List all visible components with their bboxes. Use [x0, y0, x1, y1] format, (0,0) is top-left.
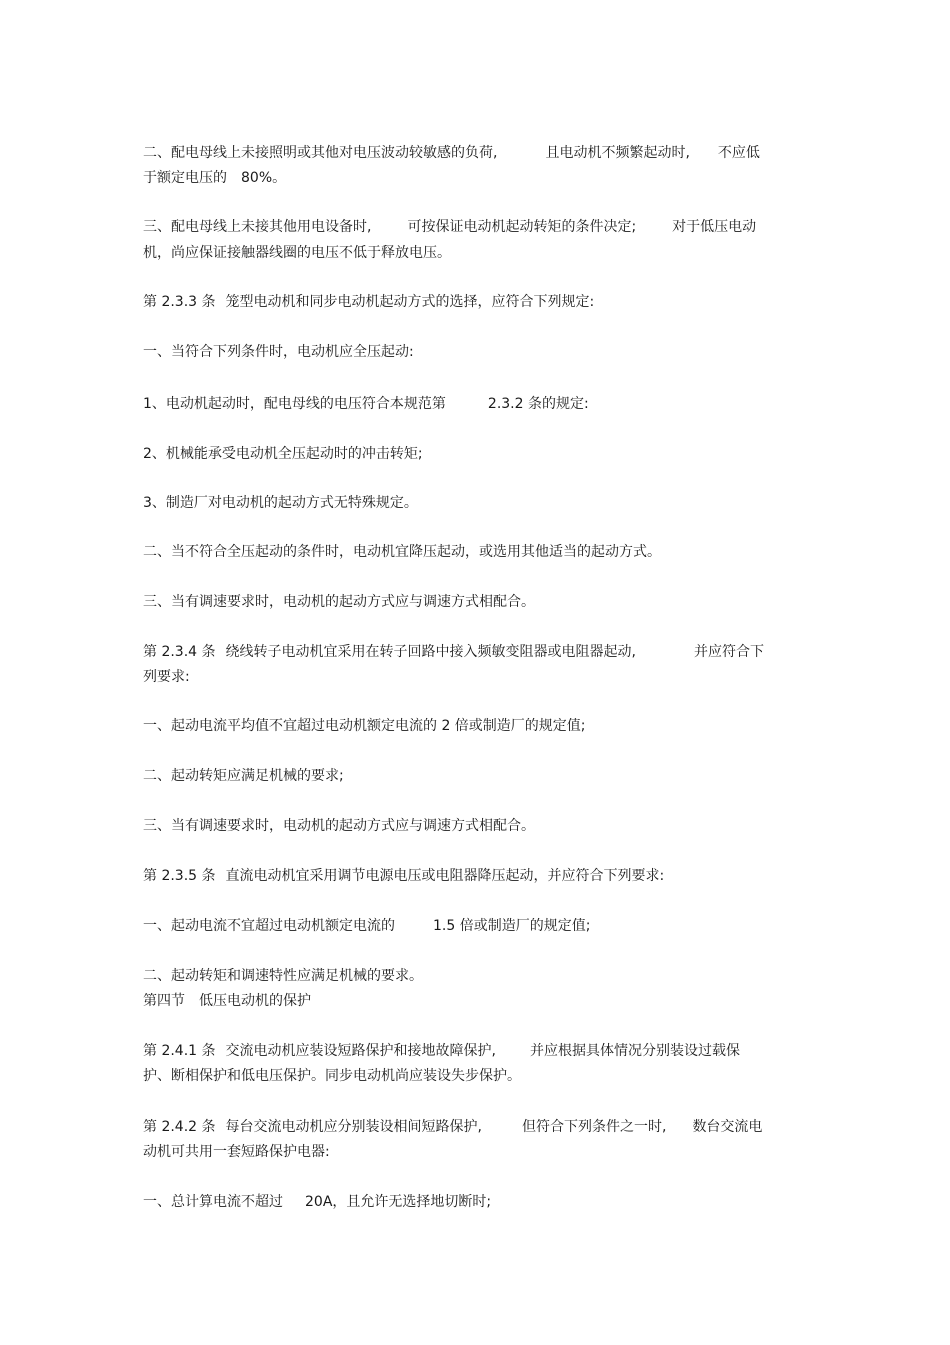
clause-number: 第 2.3.5 条	[143, 868, 216, 884]
clause-heading	[143, 866, 803, 886]
text-segment: 80%。	[241, 170, 287, 186]
section-title: 低压电动机的保护	[199, 993, 311, 1009]
text-segment: 不应低	[717, 145, 760, 161]
text-segment: 列要求:	[143, 669, 190, 685]
paragraph-line	[143, 966, 803, 986]
clause-number: 第 2.4.2 条	[143, 1119, 216, 1135]
text-segment: 动机可共用一套短路保护电器:	[143, 1144, 330, 1160]
text-segment: 绕线转子电动机宜采用在转子回路中接入频敏变阻器或电阻器起动,	[225, 644, 636, 660]
text-segment: 且电动机不频繁起动时,	[545, 145, 690, 161]
text-segment: 并应符合下	[693, 644, 764, 660]
text-segment: 可按保证电动机起动转矩的条件决定;	[407, 219, 637, 235]
text-segment: 2、机械能承受电动机全压起动时的冲击转矩;	[143, 446, 423, 462]
text-segment: 护、断相保护和低电压保护。同步电动机尚应装设失步保护。	[143, 1068, 521, 1084]
paragraph-line	[143, 716, 803, 736]
paragraph-line	[143, 1142, 803, 1162]
text-segment: 二、当不符合全压起动的条件时，电动机宜降压起动，或选用其他适当的起动方式。	[143, 544, 661, 560]
paragraph-line	[143, 592, 803, 612]
text-segment: 并应根据具体情况分别装设过载保	[529, 1043, 740, 1059]
text-segment: 直流电动机宜采用调节电源电压或电阻器降压起动，并应符合下列要求:	[225, 868, 665, 884]
text-segment: 一、当符合下列条件时，电动机应全压起动:	[143, 344, 414, 360]
clause-number: 第 2.3.3 条	[143, 294, 216, 310]
paragraph-line	[143, 667, 803, 687]
paragraph-line	[143, 816, 803, 836]
clause-number: 第 2.4.1 条	[143, 1043, 216, 1059]
text-segment: 1、电动机起动时，配电母线的电压符合本规范第	[143, 396, 446, 412]
text-segment: 三、当有调速要求时，电动机的起动方式应与调速方式相配合。	[143, 818, 535, 834]
text-segment: 三、当有调速要求时，电动机的起动方式应与调速方式相配合。	[143, 594, 535, 610]
text-segment: 二、起动转矩应满足机械的要求;	[143, 768, 344, 784]
text-segment: 交流电动机应装设短路保护和接地故障保护,	[225, 1043, 496, 1059]
text-segment: 二、起动转矩和调速特性应满足机械的要求。	[143, 968, 423, 984]
paragraph-line	[143, 168, 803, 188]
text-segment: 1.5 倍或制造厂的规定值;	[433, 918, 591, 934]
text-segment: 一、总计算电流不超过	[143, 1194, 283, 1210]
text-segment: 每台交流电动机应分别装设相间短路保护,	[225, 1119, 482, 1135]
text-segment: 一、起动电流不宜超过电动机额定电流的	[143, 918, 395, 934]
clause-heading	[143, 1041, 803, 1061]
clause-number: 第 2.3.4 条	[143, 644, 216, 660]
text-segment: 笼型电动机和同步电动机起动方式的选择，应符合下列规定:	[225, 294, 595, 310]
list-item	[143, 394, 803, 414]
text-segment: 机，尚应保证接触器线圈的电压不低于释放电压。	[143, 245, 451, 261]
list-item	[143, 493, 803, 513]
text-segment: 一、起动电流平均值不宜超过电动机额定电流的 2 倍或制造厂的规定值;	[143, 718, 586, 734]
text-segment: 2.3.2 条的规定:	[487, 396, 589, 412]
paragraph-line	[143, 243, 803, 263]
text-segment: 但符合下列条件之一时,	[521, 1119, 667, 1135]
text-segment: 数台交流电	[692, 1119, 763, 1135]
paragraph-line	[143, 342, 803, 362]
paragraph-line	[143, 217, 803, 237]
paragraph-line	[143, 766, 803, 786]
text-segment: 三、配电母线上未接其他用电设备时,	[143, 219, 372, 235]
list-item	[143, 444, 803, 464]
section-heading	[143, 991, 803, 1011]
text-segment: 二、配电母线上未接照明或其他对电压波动较敏感的负荷,	[143, 145, 498, 161]
paragraph-line	[143, 143, 803, 163]
section-number: 第四节	[143, 993, 185, 1009]
clause-heading	[143, 292, 803, 312]
paragraph-line	[143, 1066, 803, 1086]
clause-heading	[143, 1117, 803, 1137]
paragraph-line	[143, 916, 803, 936]
text-segment: 对于低压电动	[672, 219, 757, 235]
paragraph-line	[143, 1192, 803, 1212]
paragraph-line	[143, 542, 803, 562]
text-segment: 20A，且允许无选择地切断时;	[305, 1194, 492, 1210]
text-segment: 于额定电压的	[143, 170, 227, 186]
text-segment: 3、制造厂对电动机的起动方式无特殊规定。	[143, 495, 418, 511]
clause-heading	[143, 642, 803, 662]
